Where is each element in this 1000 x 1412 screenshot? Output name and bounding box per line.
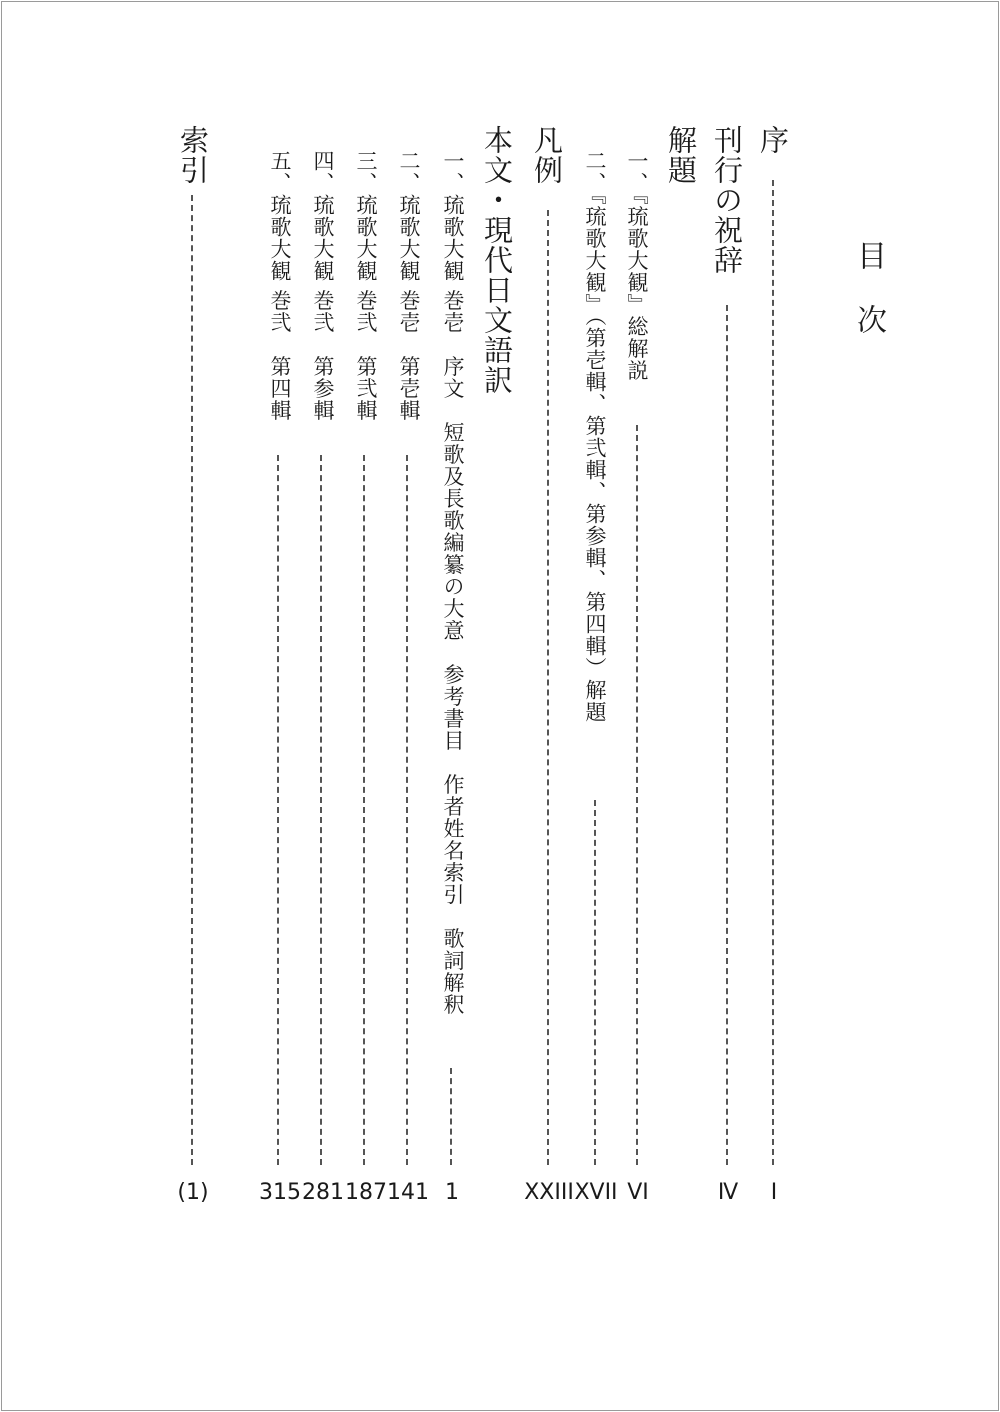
toc-leader [320, 455, 322, 1165]
toc-leader [363, 455, 365, 1165]
toc-section-heading: 本文・現代日文語訳 [480, 125, 514, 395]
toc-entry-label: 索引 [176, 125, 210, 185]
toc-page-number: XXIII [524, 1180, 574, 1205]
toc-leader [594, 800, 596, 1165]
page-title: 目 次 [851, 240, 886, 336]
toc-entry-label: 二、『琉歌大観』（第壱輯、第弐輯、第参輯、第四輯）解題 [583, 150, 607, 723]
toc-leader [277, 455, 279, 1165]
toc-page-number: 1 [445, 1180, 459, 1205]
toc-entry-label: 序 [756, 125, 790, 155]
toc-entry-label: 刊行の祝辞 [710, 125, 744, 275]
toc-entry-label: 凡例 [530, 125, 564, 185]
toc-entry-label: 三、琉歌大観 巻弐 第弐輯 [354, 150, 378, 422]
toc-section-heading: 解題 [664, 125, 698, 185]
toc-page-number: VI [627, 1180, 649, 1205]
toc-leader [636, 425, 638, 1165]
toc-page-number: 187 [345, 1180, 387, 1205]
toc-entry-label: 一、琉歌大観 巻壱 序文 短歌及長歌編纂の大意 参考書目 作者姓名索引 歌詞解釈 [441, 150, 465, 1016]
toc-entry-label: 二、琉歌大観 巻壱 第壱輯 [397, 150, 421, 422]
toc-leader [191, 195, 193, 1165]
toc-leader [547, 210, 549, 1165]
toc-leader [726, 305, 728, 1165]
toc-page-number: Ⅳ [717, 1180, 739, 1205]
toc-entry-label: 一、『琉歌大観』総解説 [625, 150, 649, 382]
toc-page-number: I [770, 1180, 778, 1205]
toc-leader [450, 1068, 452, 1165]
toc-leader [406, 455, 408, 1165]
toc-page-number: 315 [259, 1180, 301, 1205]
toc-entry-label: 五、琉歌大観 巻弐 第四輯 [268, 150, 292, 422]
toc-page-number: XVII [574, 1180, 618, 1205]
toc-entry-label: 四、琉歌大観 巻弐 第参輯 [311, 150, 335, 422]
toc-page-number: (1) [177, 1180, 209, 1205]
toc-page-number: 281 [302, 1180, 344, 1205]
toc-page-number: 141 [387, 1180, 429, 1205]
toc-leader [772, 180, 774, 1165]
